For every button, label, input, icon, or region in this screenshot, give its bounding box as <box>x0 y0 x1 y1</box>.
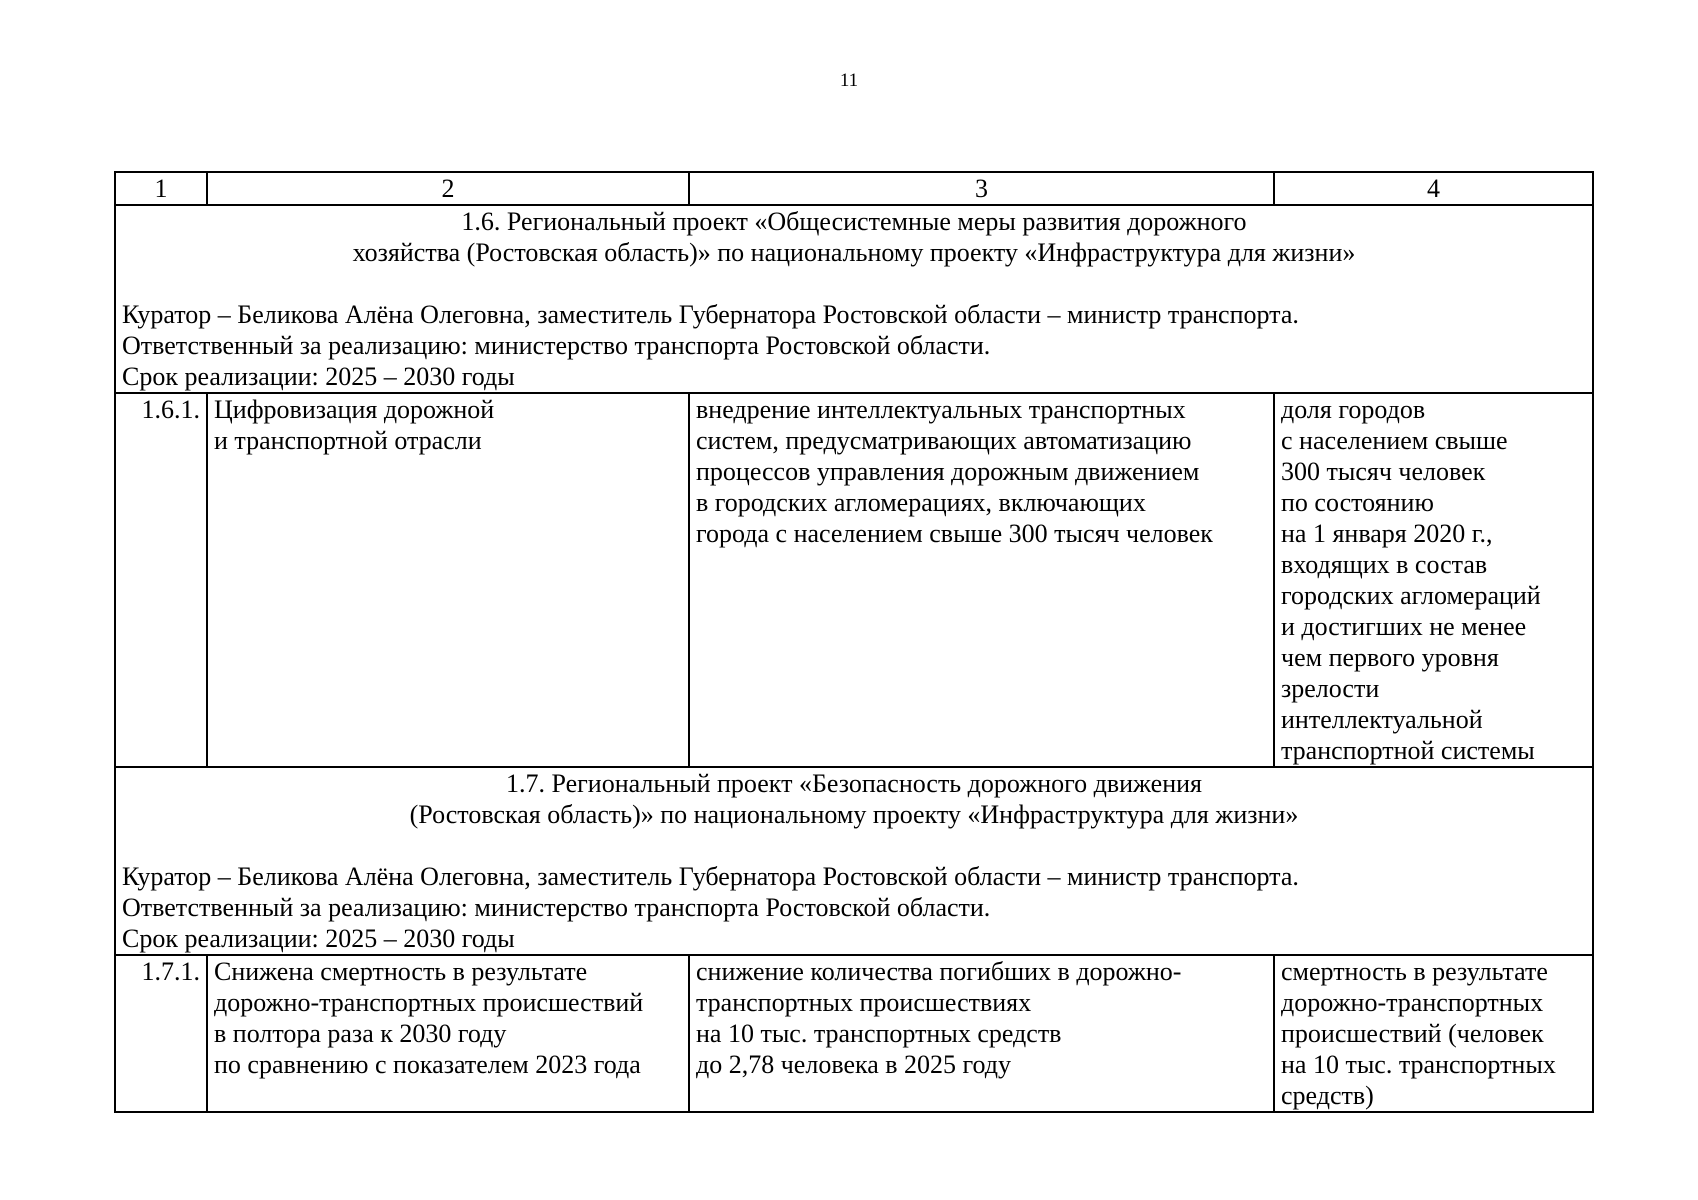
task-cell <box>207 955 689 1112</box>
task-line: Снижена смертность в результате <box>214 957 588 986</box>
period-line: Срок реализации: 2025 – 2030 годы <box>122 924 515 953</box>
task-line: дорожно-транспортных происшествий <box>214 988 644 1017</box>
column-header: 3 <box>689 172 1274 205</box>
indicator-line: и достигших не менее <box>1281 612 1527 641</box>
description-line: на 10 тыс. транспортных средств <box>696 1019 1062 1048</box>
indicator-line: транспортной системы <box>1281 736 1535 765</box>
task-line: Цифровизация дорожной <box>214 395 495 424</box>
section-title-line: 1.7. Региональный проект «Безопасность дорожного движения <box>505 769 1203 798</box>
projects-table <box>114 171 1594 1113</box>
indicator-line: 300 тысяч человек <box>1281 457 1486 486</box>
indicator-line: на 10 тыс. транспортных <box>1281 1050 1556 1079</box>
description-cell <box>689 393 1274 767</box>
description-line: в городских агломерациях, включающих <box>696 488 1146 517</box>
indicator-cell <box>1274 955 1593 1112</box>
task-line: по сравнению с показателем 2023 года <box>214 1050 641 1079</box>
indicator-line: средств) <box>1281 1081 1374 1110</box>
description-line: до 2,78 человека в 2025 году <box>696 1050 1012 1079</box>
table-row <box>115 955 1593 1112</box>
description-line: снижение количества погибших в дорожно- <box>696 957 1182 986</box>
indicator-cell <box>1274 393 1593 767</box>
section-info <box>122 299 1586 392</box>
indicator-line: входящих в состав <box>1281 550 1488 579</box>
responsible-line: Ответственный за реализацию: министерство транспорта Ростовской области. <box>122 893 991 922</box>
description-line: процессов управления дорожным движением <box>696 457 1200 486</box>
period-line: Срок реализации: 2025 – 2030 годы <box>122 362 515 391</box>
indicator-line: чем первого уровня <box>1281 643 1499 672</box>
section-header-row <box>115 767 1593 955</box>
task-cell <box>207 393 689 767</box>
indicator-line: смертность в результате <box>1281 957 1548 986</box>
indicator-line: на 1 января 2020 г., <box>1281 519 1493 548</box>
indicator-line: доля городов <box>1281 395 1426 424</box>
indicator-line: с населением свыше <box>1281 426 1508 455</box>
section-header-cell <box>115 205 1593 393</box>
task-line: и транспортной отрасли <box>214 426 482 455</box>
indicator-line: зрелости <box>1281 674 1380 703</box>
section-title <box>122 206 1586 268</box>
column-header: 4 <box>1274 172 1593 205</box>
indicator-line: интеллектуальной <box>1281 705 1483 734</box>
section-info <box>122 861 1586 954</box>
indicator-line: дорожно-транспортных <box>1281 988 1544 1017</box>
column-number-row <box>115 172 1593 205</box>
table-row <box>115 393 1593 767</box>
column-header: 2 <box>207 172 689 205</box>
responsible-line: Ответственный за реализацию: министерство транспорта Ростовской области. <box>122 331 991 360</box>
section-title-line: (Ростовская область)» по национальному проекту «Инфраструктура для жизни» <box>409 800 1299 829</box>
section-header-cell <box>115 767 1593 955</box>
row-number: 1.6.1. <box>115 393 207 767</box>
description-line: внедрение интеллектуальных транспортных <box>696 395 1186 424</box>
curator-line: Куратор – Беликова Алёна Олеговна, заместитель Губернатора Ростовской области – министр транспорта. <box>122 300 1299 329</box>
section-spacer <box>122 830 1586 861</box>
description-line: систем, предусматривающих автоматизацию <box>696 426 1192 455</box>
description-line: города с населением свыше 300 тысяч человек <box>696 519 1213 548</box>
column-header: 1 <box>115 172 207 205</box>
description-line: транспортных происшествиях <box>696 988 1032 1017</box>
indicator-line: по состоянию <box>1281 488 1434 517</box>
indicator-line: городских агломераций <box>1281 581 1541 610</box>
indicator-line: происшествий (человек <box>1281 1019 1544 1048</box>
section-title-line: хозяйства (Ростовская область)» по национальному проекту «Инфраструктура для жизни» <box>352 238 1356 267</box>
section-title-line: 1.6. Региональный проект «Общесистемные меры развития дорожного <box>461 207 1247 236</box>
section-title <box>122 768 1586 830</box>
row-number: 1.7.1. <box>115 955 207 1112</box>
description-cell <box>689 955 1274 1112</box>
page-number: 11 <box>839 70 859 91</box>
task-line: в полтора раза к 2030 году <box>214 1019 507 1048</box>
section-spacer <box>122 268 1586 299</box>
curator-line: Куратор – Беликова Алёна Олеговна, заместитель Губернатора Ростовской области – министр транспорта. <box>122 862 1299 891</box>
section-header-row <box>115 205 1593 393</box>
